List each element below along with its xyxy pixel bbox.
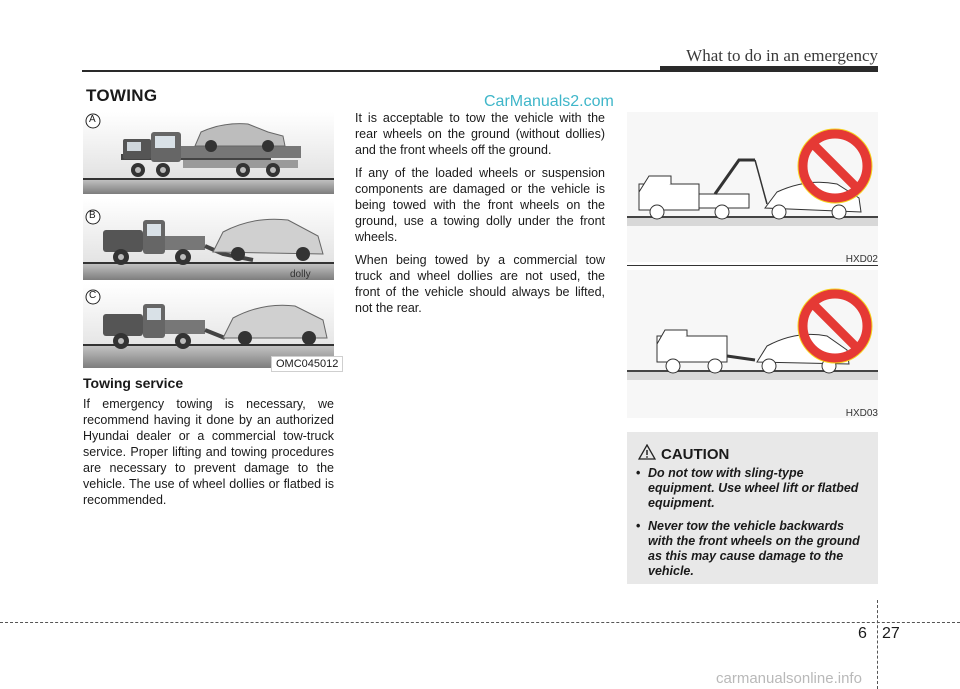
caution-item: • Never tow the vehicle backwards with the front wheels on the ground as this may cause damage to the vehicle. [634,519,870,579]
figure-code-hxd03: HXD03 [845,408,878,419]
figure-code-left: OMC045012 [271,356,343,372]
middle-paragraph: If any of the loaded wheels or suspension components are damaged or the vehicle is being towed with the front wheels on the ground, use a towing dolly under the front wheels. [355,166,605,244]
middle-paragraph: When being towed by a commercial tow truck and wheel dollies are not used, the front of the vehicle should always be lifted, not the rear. [355,253,605,315]
caution-title: CAUTION [661,446,730,463]
footer-watermark: carmanualsonline.info [716,670,862,687]
prohibited-tow-svg-1 [627,112,878,262]
site-watermark: CarManuals2.com [484,93,614,110]
figure-code-hxd02: HXD02 [845,254,878,265]
towing-methods-illustration [83,112,334,368]
caution-item: • Do not tow with sling-type equipment. Use wheel lift or flatbed equipment. [634,466,870,511]
footer-divider [877,600,878,689]
figure-divider [627,265,878,266]
chapter-number: 6 [858,625,867,642]
prohibited-tow-illustration-2 [627,270,878,418]
prohibited-tow-illustration-1 [627,112,878,262]
label-a: A [89,114,96,125]
header-rule [82,70,878,72]
footer-rule [0,622,960,623]
towing-service-paragraph: If emergency towing is necessary, we recommend having it done by an authorized Hyundai dealer or a commercial tow-truck service. Proper lifting and towing procedures are necessary to prevent damage to the vehicle. The use of wheel dollies or flatbed is recommended. [83,397,334,507]
caution-list [634,466,870,587]
towing-service-heading: Towing service [83,375,184,391]
label-c: C [89,290,97,301]
section-title: TOWING [86,86,158,105]
page-number: 27 [882,625,900,642]
header-title: What to do in an emergency [686,46,878,65]
warning-triangle-icon [638,444,656,465]
label-b: B [89,210,96,221]
prohibited-tow-svg-2 [627,270,878,418]
middle-paragraph: It is acceptable to tow the vehicle with the rear wheels on the ground (without dollies) and the front wheels off the ground. [355,111,605,157]
towing-methods-svg [83,112,334,368]
dolly-label: dolly [290,269,311,280]
middle-text-column [355,110,605,323]
